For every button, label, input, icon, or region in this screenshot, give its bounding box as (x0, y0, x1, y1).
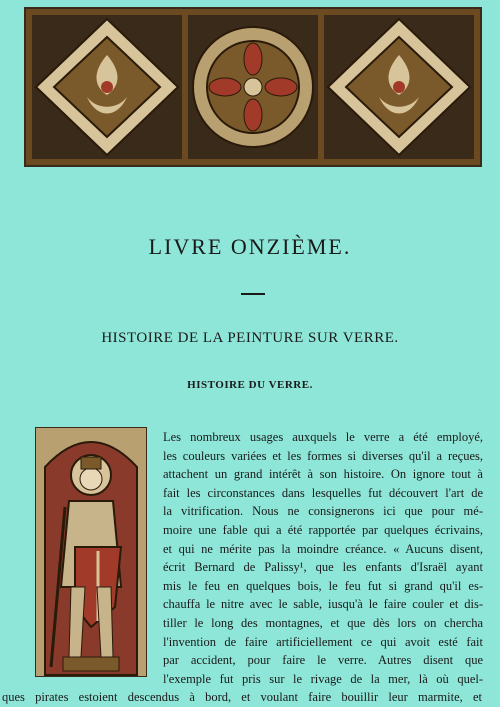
body-line: mis le feu en quelques bois, le feu fut si grand qu'il es- (163, 578, 483, 593)
stained-glass-knight-icon (35, 427, 147, 677)
body-line: et qui ne mérite pas la moindre créance. « Aucuns disent, (163, 541, 483, 556)
body-line: moire une fable qui a été rapportée par quelques écrivains, (163, 523, 483, 537)
body-line: Les nombreux usages auxquels le verre a été employé, (163, 430, 483, 444)
body-line: ques pirates estoient descendus à bord, et voulant faire bouillir leur marmite, et (2, 690, 482, 705)
gothic-tile-frieze-icon (26, 9, 480, 165)
body-line: la vitrification. Nous ne consignerons ici que pour mé- (163, 504, 483, 519)
body-line: tiller le long des montagnes, et que dès lors on chercha (163, 616, 483, 630)
body-line: fait les circonstances dans lesquelles fut découvert l'art de (163, 485, 483, 500)
body-line: chauffa le nitre avec le sable, iusqu'à le faire couler et dis- (163, 597, 483, 612)
center-tile-panel (188, 15, 318, 159)
body-line: l'invention de faire artificiellement ce qui avoit esté fait (163, 634, 483, 649)
body-line: par accident, pour faire le verre. Autres disent que (163, 653, 483, 668)
chapter-title: LIVRE ONZIÈME. (148, 234, 352, 259)
section-title: HISTOIRE DE LA PEINTURE SUR VERRE. (101, 330, 399, 346)
right-tile-panel (324, 15, 474, 159)
left-tile-panel (32, 15, 182, 159)
body-line: attachent un grand intérêt à son histoire. On ignore tout à (163, 467, 483, 482)
body-line: les couleurs variées et les formes si diverses qu'il a reçues, (163, 448, 483, 463)
body-line: écrit Bernard de Palissy¹, que les enfants d'Israël ayant (163, 560, 483, 575)
body-line: l'exemple fut pris sur le rivage de la mer, là où quel- (163, 671, 483, 686)
sub-title: HISTOIRE DU VERRE. (187, 379, 313, 391)
title-rule (241, 293, 265, 295)
